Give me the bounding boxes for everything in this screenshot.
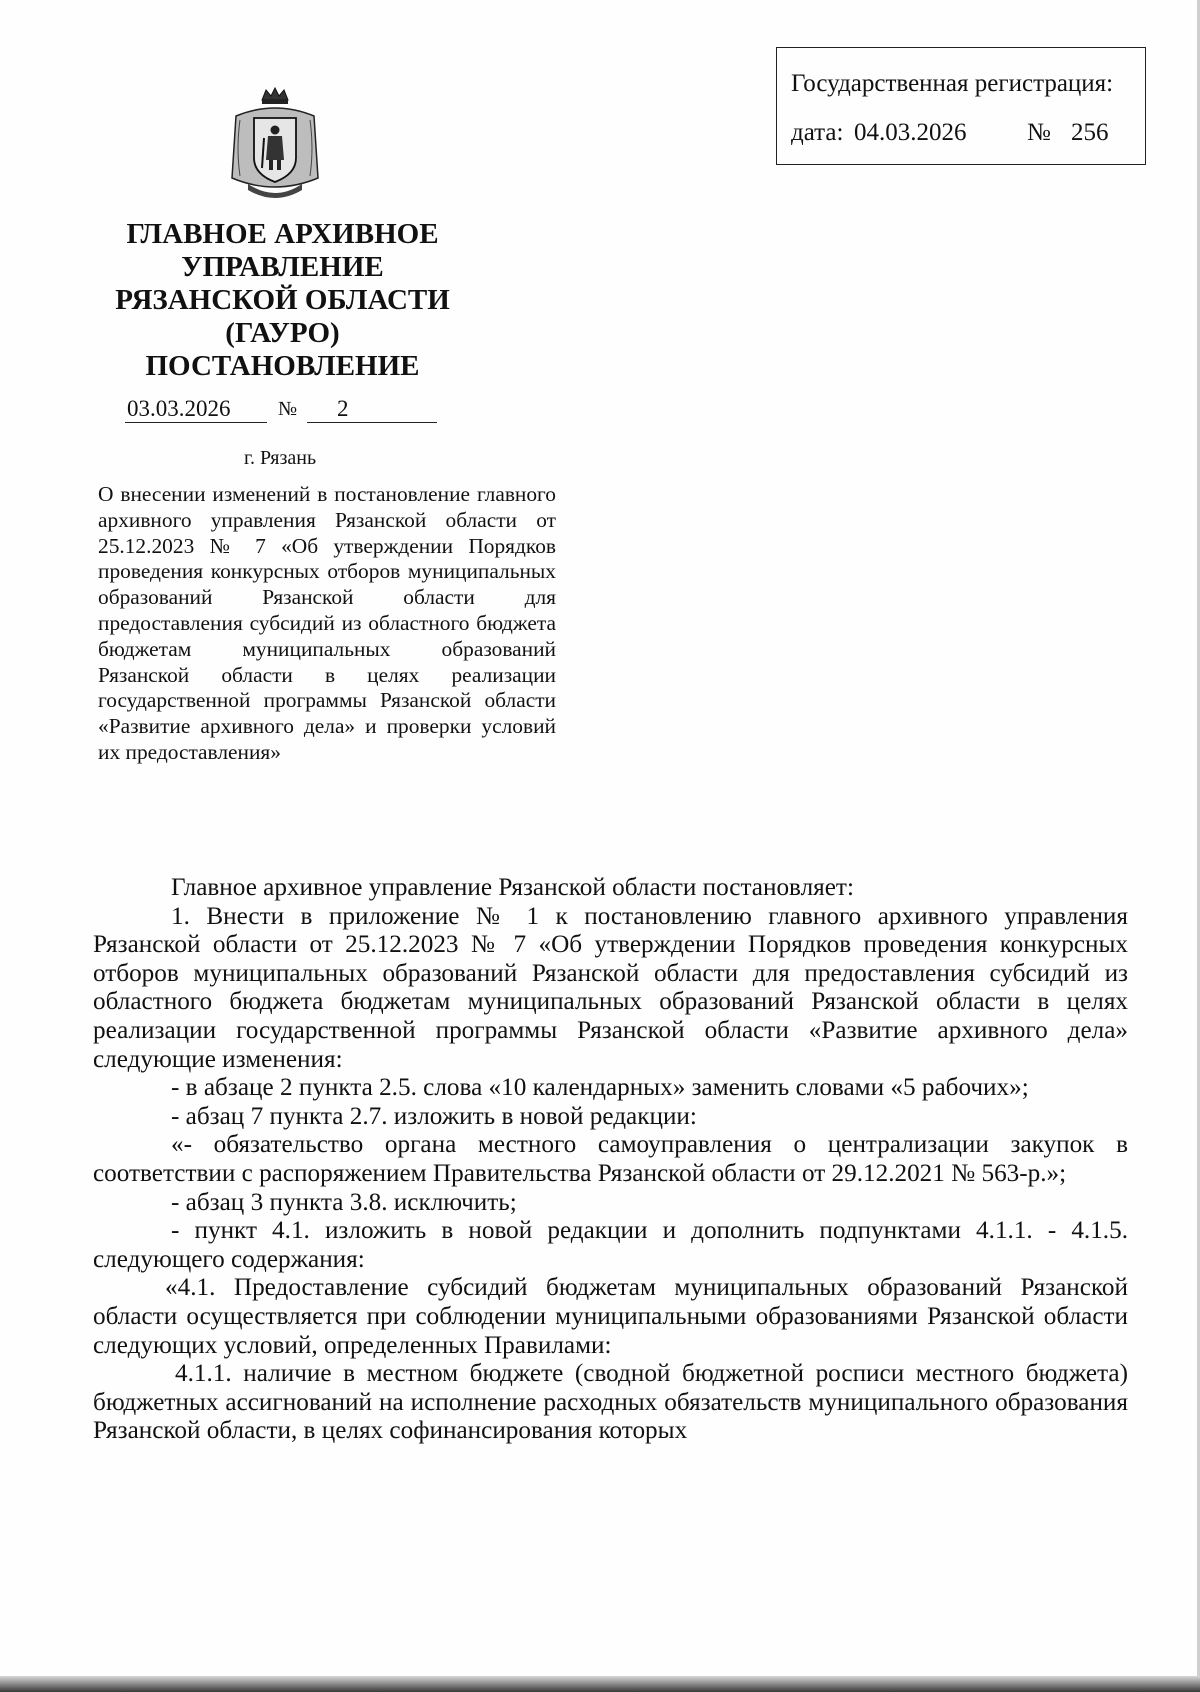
subject-text: О внесении изменений в постановление главного архивного управления Рязанской области от 25.12.2023 № 7 «Об утверждении Порядков проведения конкурсных отборов муниципальных образований Рязанской области для предоставления субсидий из областного бюджета бюджетам муниципальных образований Рязанской области в целях реализации государственной программы Рязанской области «Развитие архивного дела» и проверки условий их предоставления»	[98, 482, 556, 764]
organization-header	[90, 218, 475, 383]
change-item-4: - пункт 4.1. изложить в новой редакции и дополнить подпунктами 4.1.1. - 4.1.5. следующего содержания:	[93, 1217, 1128, 1273]
document-city: г. Рязань	[244, 447, 317, 469]
document-number: 2	[307, 396, 437, 423]
change-item-2: - абзац 7 пункта 2.7. изложить в новой редакции:	[171, 1102, 697, 1130]
registration-date-label: дата:	[791, 119, 844, 146]
change-item-2-text: «- обязательство органа местного самоуправления о централизации закупок в соответствии с распоряжением Правительства Рязанской области от 29.12.2021 № 563-р.»;	[93, 1131, 1128, 1187]
registration-title: Государственная регистрация:	[791, 70, 1114, 97]
document-subject	[98, 482, 556, 766]
document-body	[93, 874, 1128, 1446]
registration-box	[776, 47, 1146, 165]
preamble: Главное архивное управление Рязанской области постановляет:	[171, 874, 854, 901]
coat-of-arms-ryazan-icon	[228, 86, 322, 206]
scan-shadow	[0, 1676, 1200, 1692]
document-date: 03.03.2026	[125, 396, 267, 423]
organization-name-line-2: УПРАВЛЕНИЕ	[181, 251, 384, 283]
clause-4-1-1: 4.1.1. наличие в местном бюджете (сводной бюджетной росписи местного бюджета) бюджетных ассигнований на исполнение расходных обязательств муниципального образования Рязанской области, в целях софинансирования которых	[93, 1360, 1128, 1445]
document-number-label: №	[278, 398, 298, 420]
organization-name-line-1: ГЛАВНОЕ АРХИВНОЕ	[126, 218, 439, 250]
change-item-1: - в абзаце 2 пункта 2.5. слова «10 календарных» заменить словами «5 рабочих»;	[171, 1074, 1029, 1102]
clause-4-1: «4.1. Предоставление субсидий бюджетам муниципальных образований Рязанской области осуществляется при соблюдении муниципальными образованиями Рязанской области следующих условий, определенных Правилами:	[93, 1274, 1128, 1359]
organization-abbreviation: (ГАУРО)	[225, 317, 340, 349]
paragraph-item-1: 1. Внести в приложение № 1 к постановлению главного архивного управления Рязанской области от 25.12.2023 № 7 «Об утверждении Порядков проведения конкурсных отборов муниципальных образований Рязанской области для предоставления субсидий из областного бюджета бюджетам муниципальных образований Рязанской области в целях реализации государственной программы Рязанской области «Развитие архивного дела» следующие изменения:	[93, 902, 1128, 1073]
registration-date: 04.03.2026	[854, 119, 967, 146]
organization-name-line-3: РЯЗАНСКОЙ ОБЛАСТИ	[115, 284, 450, 316]
registration-number-label: №	[1027, 119, 1051, 146]
registration-number: 256	[1071, 119, 1109, 146]
document-type: ПОСТАНОВЛЕНИЕ	[145, 350, 420, 382]
change-item-3: - абзац 3 пункта 3.8. исключить;	[171, 1188, 517, 1216]
